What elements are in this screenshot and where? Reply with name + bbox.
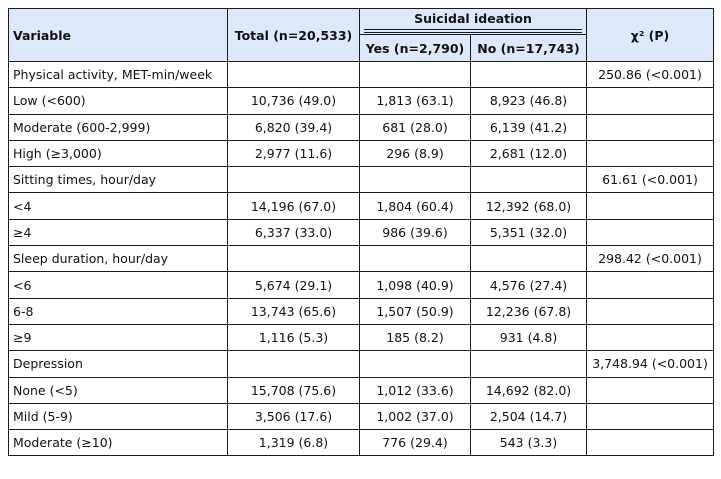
- cell-yes: 1,813 (63.1): [360, 88, 471, 114]
- cell-yes: 1,002 (37.0): [360, 403, 471, 429]
- cell-total: 10,736 (49.0): [228, 88, 360, 114]
- cell-no: 931 (4.8): [471, 324, 587, 350]
- cell-chi-square: [587, 88, 714, 114]
- cell-yes: 776 (29.4): [360, 430, 471, 456]
- cell-no: 4,576 (27.4): [471, 272, 587, 298]
- cell-no: [471, 62, 587, 88]
- cell-chi-square: [587, 114, 714, 140]
- table-row: [9, 246, 714, 272]
- cell-chi-square: [587, 272, 714, 298]
- cell-variable: <6: [9, 272, 228, 298]
- cell-chi-square: [587, 430, 714, 456]
- cell-variable: Low (<600): [9, 88, 228, 114]
- cell-total: 1,319 (6.8): [228, 430, 360, 456]
- cell-total: 15,708 (75.6): [228, 377, 360, 403]
- cell-total: 3,506 (17.6): [228, 403, 360, 429]
- cell-yes: 1,098 (40.9): [360, 272, 471, 298]
- cell-total: 6,337 (33.0): [228, 219, 360, 245]
- cell-total: 5,674 (29.1): [228, 272, 360, 298]
- cell-chi-square: [587, 403, 714, 429]
- table-row: [9, 403, 714, 429]
- table-header: [9, 9, 714, 62]
- table-row: [9, 324, 714, 350]
- header-group-label: Suicidal ideation: [364, 11, 582, 33]
- cell-variable: None (<5): [9, 377, 228, 403]
- cell-variable: Moderate (600-2,999): [9, 114, 228, 140]
- cell-no: 6,139 (41.2): [471, 114, 587, 140]
- cell-total: [228, 62, 360, 88]
- table-row: [9, 62, 714, 88]
- table-row: [9, 114, 714, 140]
- cell-yes: [360, 62, 471, 88]
- data-table: [8, 8, 714, 456]
- cell-yes: [360, 246, 471, 272]
- table-row: [9, 140, 714, 166]
- cell-no: 2,504 (14.7): [471, 403, 587, 429]
- cell-no: [471, 167, 587, 193]
- table-row: [9, 167, 714, 193]
- cell-no: 8,923 (46.8): [471, 88, 587, 114]
- cell-variable: High (≥3,000): [9, 140, 228, 166]
- cell-no: 2,681 (12.0): [471, 140, 587, 166]
- cell-no: 12,236 (67.8): [471, 298, 587, 324]
- cell-variable: Depression: [9, 351, 228, 377]
- cell-variable: ≥9: [9, 324, 228, 350]
- header-total: Total (n=20,533): [228, 9, 360, 62]
- cell-no: 12,392 (68.0): [471, 193, 587, 219]
- cell-no: [471, 246, 587, 272]
- cell-total: 2,977 (11.6): [228, 140, 360, 166]
- header-yes: Yes (n=2,790): [360, 35, 471, 62]
- cell-total: 1,116 (5.3): [228, 324, 360, 350]
- header-suicidal-ideation: [360, 9, 587, 35]
- cell-total: 13,743 (65.6): [228, 298, 360, 324]
- cell-yes: 296 (8.9): [360, 140, 471, 166]
- cell-no: 5,351 (32.0): [471, 219, 587, 245]
- cell-variable: Sitting times, hour/day: [9, 167, 228, 193]
- table-row: [9, 351, 714, 377]
- table-container: [8, 8, 714, 456]
- cell-chi-square: [587, 193, 714, 219]
- cell-yes: [360, 167, 471, 193]
- cell-chi-square: 3,748.94 (<0.001): [587, 351, 714, 377]
- header-no: No (n=17,743): [471, 35, 587, 62]
- cell-no: 14,692 (82.0): [471, 377, 587, 403]
- cell-chi-square: 61.61 (<0.001): [587, 167, 714, 193]
- cell-chi-square: 250.86 (<0.001): [587, 62, 714, 88]
- table-row: [9, 430, 714, 456]
- table-row: [9, 88, 714, 114]
- cell-chi-square: 298.42 (<0.001): [587, 246, 714, 272]
- cell-no: [471, 351, 587, 377]
- cell-chi-square: [587, 324, 714, 350]
- cell-yes: 986 (39.6): [360, 219, 471, 245]
- table-row: [9, 193, 714, 219]
- header-variable: Variable: [9, 9, 228, 62]
- cell-total: [228, 167, 360, 193]
- cell-chi-square: [587, 298, 714, 324]
- cell-variable: ≥4: [9, 219, 228, 245]
- cell-yes: 1,012 (33.6): [360, 377, 471, 403]
- cell-variable: Physical activity, MET-min/week: [9, 62, 228, 88]
- table-row: [9, 219, 714, 245]
- cell-chi-square: [587, 219, 714, 245]
- cell-yes: 1,507 (50.9): [360, 298, 471, 324]
- table-row: [9, 272, 714, 298]
- cell-yes: [360, 351, 471, 377]
- cell-total: [228, 246, 360, 272]
- cell-no: 543 (3.3): [471, 430, 587, 456]
- cell-yes: 1,804 (60.4): [360, 193, 471, 219]
- cell-variable: 6-8: [9, 298, 228, 324]
- cell-yes: 185 (8.2): [360, 324, 471, 350]
- cell-variable: Moderate (≥10): [9, 430, 228, 456]
- cell-yes: 681 (28.0): [360, 114, 471, 140]
- table-row: [9, 298, 714, 324]
- cell-variable: Mild (5-9): [9, 403, 228, 429]
- cell-variable: <4: [9, 193, 228, 219]
- cell-total: 6,820 (39.4): [228, 114, 360, 140]
- cell-total: [228, 351, 360, 377]
- cell-variable: Sleep duration, hour/day: [9, 246, 228, 272]
- cell-chi-square: [587, 140, 714, 166]
- cell-chi-square: [587, 377, 714, 403]
- table-row: [9, 377, 714, 403]
- cell-total: 14,196 (67.0): [228, 193, 360, 219]
- table-body: [9, 62, 714, 456]
- header-chi-square: χ² (P): [587, 9, 714, 62]
